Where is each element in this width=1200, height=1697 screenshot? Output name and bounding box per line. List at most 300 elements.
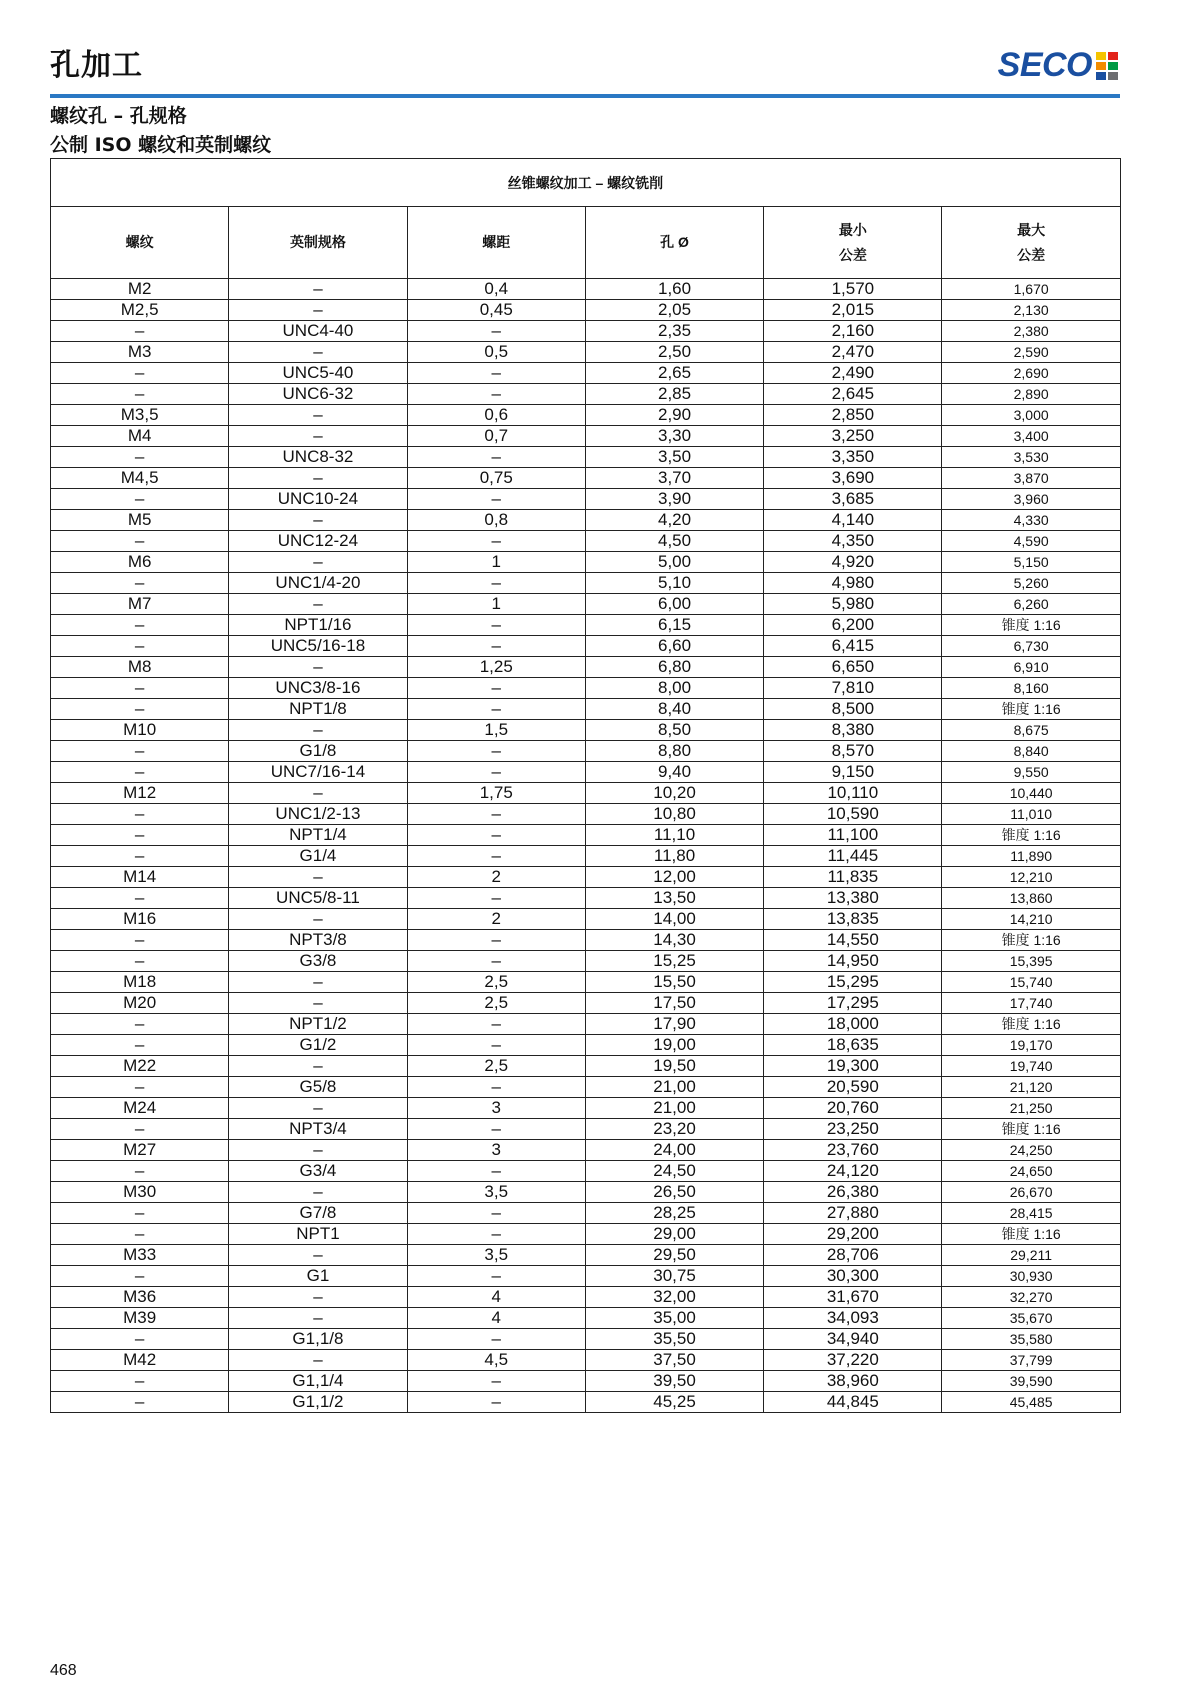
- cell-min-tolerance: 38,960: [764, 1371, 942, 1392]
- cell-imperial-spec: G3/8: [229, 951, 407, 972]
- cell-hole-diameter: 23,20: [585, 1119, 763, 1140]
- cell-min-tolerance: 37,220: [764, 1350, 942, 1371]
- table-row: [51, 405, 1121, 426]
- cell-imperial-spec: NPT3/8: [229, 930, 407, 951]
- cell-thread: –: [51, 1119, 229, 1140]
- cell-imperial-spec: G1: [229, 1266, 407, 1287]
- cell-pitch: –: [407, 930, 585, 951]
- cell-imperial-spec: UNC5/16-18: [229, 636, 407, 657]
- cell-max-tolerance: 6,730: [942, 636, 1120, 657]
- cell-pitch: 0,5: [407, 342, 585, 363]
- cell-thread: –: [51, 384, 229, 405]
- cell-thread: –: [51, 846, 229, 867]
- table-row: [51, 909, 1121, 930]
- cell-imperial-spec: NPT1/4: [229, 825, 407, 846]
- table-row: [51, 741, 1121, 762]
- column-header-pitch: 螺距: [407, 207, 585, 279]
- cell-hole-diameter: 37,50: [585, 1350, 763, 1371]
- cell-imperial-spec: UNC1/2-13: [229, 804, 407, 825]
- cell-thread: –: [51, 573, 229, 594]
- cell-thread: M22: [51, 1056, 229, 1077]
- cell-thread: M5: [51, 510, 229, 531]
- cell-min-tolerance: 30,300: [764, 1266, 942, 1287]
- cell-imperial-spec: G7/8: [229, 1203, 407, 1224]
- cell-thread: –: [51, 1329, 229, 1350]
- table-row: [51, 300, 1121, 321]
- cell-hole-diameter: 4,50: [585, 531, 763, 552]
- cell-pitch: –: [407, 1371, 585, 1392]
- cell-max-tolerance: 4,590: [942, 531, 1120, 552]
- cell-pitch: –: [407, 1329, 585, 1350]
- table-row: [51, 1350, 1121, 1371]
- table-header-row: [51, 207, 1121, 279]
- cell-thread: M3: [51, 342, 229, 363]
- cell-hole-diameter: 28,25: [585, 1203, 763, 1224]
- table-row: [51, 468, 1121, 489]
- table-row: [51, 636, 1121, 657]
- cell-max-tolerance: 17,740: [942, 993, 1120, 1014]
- table-row: [51, 531, 1121, 552]
- cell-max-tolerance: 11,010: [942, 804, 1120, 825]
- cell-max-tolerance: 2,890: [942, 384, 1120, 405]
- cell-min-tolerance: 29,200: [764, 1224, 942, 1245]
- table-row: [51, 804, 1121, 825]
- cell-pitch: 0,7: [407, 426, 585, 447]
- cell-imperial-spec: –: [229, 300, 407, 321]
- cell-pitch: –: [407, 1392, 585, 1413]
- cell-hole-diameter: 2,85: [585, 384, 763, 405]
- cell-imperial-spec: G1/2: [229, 1035, 407, 1056]
- cell-min-tolerance: 3,250: [764, 426, 942, 447]
- table-row: [51, 342, 1121, 363]
- cell-imperial-spec: –: [229, 1056, 407, 1077]
- cell-hole-diameter: 19,50: [585, 1056, 763, 1077]
- cell-thread: M30: [51, 1182, 229, 1203]
- cell-imperial-spec: –: [229, 972, 407, 993]
- cell-thread: M16: [51, 909, 229, 930]
- cell-pitch: 4: [407, 1287, 585, 1308]
- cell-hole-diameter: 10,80: [585, 804, 763, 825]
- brand-logo: [998, 46, 1118, 85]
- cell-max-tolerance: 37,799: [942, 1350, 1120, 1371]
- cell-pitch: –: [407, 531, 585, 552]
- cell-pitch: 3,5: [407, 1245, 585, 1266]
- cell-imperial-spec: –: [229, 783, 407, 804]
- table-row: [51, 678, 1121, 699]
- cell-hole-diameter: 14,30: [585, 930, 763, 951]
- cell-max-tolerance: 6,260: [942, 594, 1120, 615]
- cell-hole-diameter: 45,25: [585, 1392, 763, 1413]
- cell-pitch: –: [407, 762, 585, 783]
- cell-max-tolerance: 2,590: [942, 342, 1120, 363]
- cell-min-tolerance: 8,570: [764, 741, 942, 762]
- cell-hole-diameter: 24,50: [585, 1161, 763, 1182]
- table-row: [51, 783, 1121, 804]
- cell-hole-diameter: 24,00: [585, 1140, 763, 1161]
- cell-hole-diameter: 8,80: [585, 741, 763, 762]
- table-row: [51, 972, 1121, 993]
- table-row: [51, 1329, 1121, 1350]
- cell-max-tolerance: 28,415: [942, 1203, 1120, 1224]
- table-row: [51, 1266, 1121, 1287]
- cell-max-tolerance: 13,860: [942, 888, 1120, 909]
- cell-thread: –: [51, 678, 229, 699]
- cell-max-tolerance: 锥度 1:16: [942, 1119, 1120, 1140]
- table-row: [51, 657, 1121, 678]
- seco-logo-squares-icon: [1096, 52, 1118, 80]
- cell-pitch: 3: [407, 1098, 585, 1119]
- cell-pitch: –: [407, 1077, 585, 1098]
- cell-hole-diameter: 19,00: [585, 1035, 763, 1056]
- cell-imperial-spec: –: [229, 426, 407, 447]
- cell-min-tolerance: 14,950: [764, 951, 942, 972]
- cell-min-tolerance: 44,845: [764, 1392, 942, 1413]
- table-row: [51, 510, 1121, 531]
- cell-hole-diameter: 29,00: [585, 1224, 763, 1245]
- table-row: [51, 1161, 1121, 1182]
- cell-thread: –: [51, 636, 229, 657]
- table-row: [51, 951, 1121, 972]
- cell-pitch: 4: [407, 1308, 585, 1329]
- cell-pitch: –: [407, 489, 585, 510]
- cell-hole-diameter: 2,50: [585, 342, 763, 363]
- cell-max-tolerance: 锥度 1:16: [942, 699, 1120, 720]
- table-row: [51, 363, 1121, 384]
- cell-hole-diameter: 8,00: [585, 678, 763, 699]
- cell-min-tolerance: 23,760: [764, 1140, 942, 1161]
- cell-max-tolerance: 2,380: [942, 321, 1120, 342]
- cell-pitch: 2,5: [407, 1056, 585, 1077]
- cell-pitch: 1,75: [407, 783, 585, 804]
- cell-max-tolerance: 45,485: [942, 1392, 1120, 1413]
- cell-hole-diameter: 8,50: [585, 720, 763, 741]
- cell-pitch: 3: [407, 1140, 585, 1161]
- cell-imperial-spec: UNC5/8-11: [229, 888, 407, 909]
- cell-imperial-spec: –: [229, 1350, 407, 1371]
- cell-pitch: 0,75: [407, 468, 585, 489]
- cell-pitch: 0,6: [407, 405, 585, 426]
- cell-min-tolerance: 19,300: [764, 1056, 942, 1077]
- cell-min-tolerance: 2,160: [764, 321, 942, 342]
- cell-pitch: 2: [407, 867, 585, 888]
- cell-min-tolerance: 4,350: [764, 531, 942, 552]
- cell-max-tolerance: 11,890: [942, 846, 1120, 867]
- cell-pitch: –: [407, 888, 585, 909]
- cell-pitch: –: [407, 1224, 585, 1245]
- cell-max-tolerance: 锥度 1:16: [942, 825, 1120, 846]
- cell-imperial-spec: UNC8-32: [229, 447, 407, 468]
- cell-min-tolerance: 13,835: [764, 909, 942, 930]
- cell-imperial-spec: UNC12-24: [229, 531, 407, 552]
- table-row: [51, 594, 1121, 615]
- cell-min-tolerance: 20,590: [764, 1077, 942, 1098]
- cell-thread: –: [51, 1203, 229, 1224]
- cell-thread: –: [51, 1014, 229, 1035]
- cell-pitch: –: [407, 825, 585, 846]
- cell-imperial-spec: UNC6-32: [229, 384, 407, 405]
- cell-thread: M2,5: [51, 300, 229, 321]
- cell-pitch: –: [407, 321, 585, 342]
- cell-min-tolerance: 6,650: [764, 657, 942, 678]
- cell-max-tolerance: 1,670: [942, 279, 1120, 300]
- cell-max-tolerance: 5,150: [942, 552, 1120, 573]
- cell-max-tolerance: 9,550: [942, 762, 1120, 783]
- cell-imperial-spec: –: [229, 909, 407, 930]
- cell-thread: M20: [51, 993, 229, 1014]
- table-body: [51, 279, 1121, 1413]
- cell-thread: –: [51, 741, 229, 762]
- cell-thread: M8: [51, 657, 229, 678]
- table-row: [51, 1119, 1121, 1140]
- cell-min-tolerance: 11,835: [764, 867, 942, 888]
- cell-thread: –: [51, 804, 229, 825]
- cell-imperial-spec: UNC7/16-14: [229, 762, 407, 783]
- cell-max-tolerance: 26,670: [942, 1182, 1120, 1203]
- cell-thread: –: [51, 699, 229, 720]
- table-row: [51, 615, 1121, 636]
- cell-thread: –: [51, 1392, 229, 1413]
- cell-hole-diameter: 35,00: [585, 1308, 763, 1329]
- cell-min-tolerance: 2,490: [764, 363, 942, 384]
- cell-imperial-spec: –: [229, 657, 407, 678]
- cell-max-tolerance: 6,910: [942, 657, 1120, 678]
- cell-imperial-spec: UNC5-40: [229, 363, 407, 384]
- column-header-hole-diameter: 孔 Ø: [585, 207, 763, 279]
- cell-hole-diameter: 30,75: [585, 1266, 763, 1287]
- cell-hole-diameter: 9,40: [585, 762, 763, 783]
- cell-hole-diameter: 6,15: [585, 615, 763, 636]
- cell-max-tolerance: 19,170: [942, 1035, 1120, 1056]
- cell-imperial-spec: –: [229, 342, 407, 363]
- cell-pitch: –: [407, 1203, 585, 1224]
- cell-max-tolerance: 3,870: [942, 468, 1120, 489]
- cell-max-tolerance: 14,210: [942, 909, 1120, 930]
- cell-imperial-spec: –: [229, 405, 407, 426]
- cell-min-tolerance: 11,445: [764, 846, 942, 867]
- cell-hole-diameter: 21,00: [585, 1077, 763, 1098]
- table-row: [51, 1182, 1121, 1203]
- cell-thread: –: [51, 825, 229, 846]
- cell-max-tolerance: 2,130: [942, 300, 1120, 321]
- cell-thread: M14: [51, 867, 229, 888]
- cell-max-tolerance: 3,000: [942, 405, 1120, 426]
- cell-thread: –: [51, 1035, 229, 1056]
- table-row: [51, 552, 1121, 573]
- cell-imperial-spec: –: [229, 1287, 407, 1308]
- table-row: [51, 1014, 1121, 1035]
- cell-hole-diameter: 5,00: [585, 552, 763, 573]
- cell-thread: M24: [51, 1098, 229, 1119]
- column-header-max-tolerance: 最大 公差: [942, 207, 1120, 279]
- table-row: [51, 1203, 1121, 1224]
- cell-min-tolerance: 31,670: [764, 1287, 942, 1308]
- cell-max-tolerance: 21,120: [942, 1077, 1120, 1098]
- cell-imperial-spec: UNC4-40: [229, 321, 407, 342]
- cell-hole-diameter: 39,50: [585, 1371, 763, 1392]
- cell-thread: M42: [51, 1350, 229, 1371]
- cell-pitch: 3,5: [407, 1182, 585, 1203]
- cell-max-tolerance: 锥度 1:16: [942, 1014, 1120, 1035]
- cell-min-tolerance: 2,850: [764, 405, 942, 426]
- cell-imperial-spec: G1,1/2: [229, 1392, 407, 1413]
- cell-hole-diameter: 15,25: [585, 951, 763, 972]
- cell-min-tolerance: 10,590: [764, 804, 942, 825]
- cell-max-tolerance: 15,740: [942, 972, 1120, 993]
- cell-min-tolerance: 4,140: [764, 510, 942, 531]
- cell-max-tolerance: 4,330: [942, 510, 1120, 531]
- cell-thread: M12: [51, 783, 229, 804]
- cell-thread: M7: [51, 594, 229, 615]
- cell-min-tolerance: 2,645: [764, 384, 942, 405]
- table-row: [51, 1077, 1121, 1098]
- cell-min-tolerance: 17,295: [764, 993, 942, 1014]
- cell-max-tolerance: 35,670: [942, 1308, 1120, 1329]
- cell-thread: –: [51, 888, 229, 909]
- cell-pitch: –: [407, 951, 585, 972]
- table-row: [51, 1056, 1121, 1077]
- cell-pitch: –: [407, 447, 585, 468]
- cell-hole-diameter: 29,50: [585, 1245, 763, 1266]
- cell-min-tolerance: 34,940: [764, 1329, 942, 1350]
- cell-hole-diameter: 17,50: [585, 993, 763, 1014]
- table-row: [51, 888, 1121, 909]
- cell-hole-diameter: 6,60: [585, 636, 763, 657]
- cell-thread: M36: [51, 1287, 229, 1308]
- table-row: [51, 1098, 1121, 1119]
- table-row: [51, 1245, 1121, 1266]
- table-row: [51, 1371, 1121, 1392]
- cell-imperial-spec: G1/8: [229, 741, 407, 762]
- cell-min-tolerance: 15,295: [764, 972, 942, 993]
- cell-pitch: –: [407, 363, 585, 384]
- cell-min-tolerance: 18,635: [764, 1035, 942, 1056]
- cell-max-tolerance: 8,675: [942, 720, 1120, 741]
- table-row: [51, 384, 1121, 405]
- cell-imperial-spec: UNC3/8-16: [229, 678, 407, 699]
- cell-hole-diameter: 2,35: [585, 321, 763, 342]
- cell-thread: –: [51, 321, 229, 342]
- table-row: [51, 846, 1121, 867]
- cell-imperial-spec: UNC10-24: [229, 489, 407, 510]
- cell-pitch: –: [407, 1014, 585, 1035]
- cell-pitch: 2,5: [407, 993, 585, 1014]
- cell-min-tolerance: 20,760: [764, 1098, 942, 1119]
- cell-hole-diameter: 13,50: [585, 888, 763, 909]
- page-number: 468: [50, 1662, 77, 1679]
- cell-thread: M39: [51, 1308, 229, 1329]
- cell-min-tolerance: 2,470: [764, 342, 942, 363]
- cell-thread: –: [51, 1266, 229, 1287]
- cell-pitch: 2,5: [407, 972, 585, 993]
- thread-hole-table: [50, 158, 1121, 1413]
- cell-min-tolerance: 23,250: [764, 1119, 942, 1140]
- table-row: [51, 720, 1121, 741]
- cell-min-tolerance: 11,100: [764, 825, 942, 846]
- table-row: [51, 489, 1121, 510]
- cell-hole-diameter: 1,60: [585, 279, 763, 300]
- cell-min-tolerance: 2,015: [764, 300, 942, 321]
- table-row: [51, 426, 1121, 447]
- cell-thread: M18: [51, 972, 229, 993]
- cell-thread: –: [51, 615, 229, 636]
- cell-hole-diameter: 5,10: [585, 573, 763, 594]
- cell-max-tolerance: 29,211: [942, 1245, 1120, 1266]
- table-row: [51, 573, 1121, 594]
- cell-imperial-spec: –: [229, 1308, 407, 1329]
- cell-imperial-spec: G5/8: [229, 1077, 407, 1098]
- cell-imperial-spec: –: [229, 279, 407, 300]
- cell-max-tolerance: 21,250: [942, 1098, 1120, 1119]
- table-row: [51, 1308, 1121, 1329]
- cell-pitch: 1: [407, 594, 585, 615]
- cell-hole-diameter: 6,80: [585, 657, 763, 678]
- cell-min-tolerance: 3,690: [764, 468, 942, 489]
- cell-pitch: –: [407, 1266, 585, 1287]
- cell-thread: M4,5: [51, 468, 229, 489]
- cell-max-tolerance: 32,270: [942, 1287, 1120, 1308]
- cell-thread: –: [51, 489, 229, 510]
- cell-hole-diameter: 2,05: [585, 300, 763, 321]
- cell-thread: –: [51, 1077, 229, 1098]
- table-row: [51, 1224, 1121, 1245]
- cell-thread: M10: [51, 720, 229, 741]
- table-row: [51, 930, 1121, 951]
- cell-thread: –: [51, 762, 229, 783]
- table-row: [51, 1392, 1121, 1413]
- cell-min-tolerance: 34,093: [764, 1308, 942, 1329]
- cell-thread: M2: [51, 279, 229, 300]
- cell-imperial-spec: NPT1: [229, 1224, 407, 1245]
- header-divider: [50, 94, 1120, 98]
- cell-thread: –: [51, 531, 229, 552]
- column-header-imperial-spec: 英制规格: [229, 207, 407, 279]
- cell-pitch: –: [407, 678, 585, 699]
- cell-hole-diameter: 15,50: [585, 972, 763, 993]
- cell-min-tolerance: 4,920: [764, 552, 942, 573]
- cell-min-tolerance: 18,000: [764, 1014, 942, 1035]
- table-row: [51, 699, 1121, 720]
- cell-min-tolerance: 9,150: [764, 762, 942, 783]
- cell-imperial-spec: –: [229, 1182, 407, 1203]
- cell-imperial-spec: –: [229, 1245, 407, 1266]
- cell-hole-diameter: 12,00: [585, 867, 763, 888]
- cell-max-tolerance: 24,650: [942, 1161, 1120, 1182]
- cell-imperial-spec: G1,1/4: [229, 1371, 407, 1392]
- cell-imperial-spec: NPT1/8: [229, 699, 407, 720]
- cell-max-tolerance: 15,395: [942, 951, 1120, 972]
- cell-max-tolerance: 12,210: [942, 867, 1120, 888]
- cell-min-tolerance: 6,415: [764, 636, 942, 657]
- cell-pitch: 1: [407, 552, 585, 573]
- cell-imperial-spec: –: [229, 468, 407, 489]
- cell-imperial-spec: G1,1/8: [229, 1329, 407, 1350]
- cell-hole-diameter: 10,20: [585, 783, 763, 804]
- cell-max-tolerance: 8,160: [942, 678, 1120, 699]
- cell-max-tolerance: 35,580: [942, 1329, 1120, 1350]
- cell-imperial-spec: G3/4: [229, 1161, 407, 1182]
- cell-max-tolerance: 8,840: [942, 741, 1120, 762]
- cell-min-tolerance: 13,380: [764, 888, 942, 909]
- brand-name: SECO: [997, 46, 1092, 84]
- cell-min-tolerance: 10,110: [764, 783, 942, 804]
- table-row: [51, 321, 1121, 342]
- cell-hole-diameter: 3,30: [585, 426, 763, 447]
- cell-max-tolerance: 锥度 1:16: [942, 615, 1120, 636]
- cell-pitch: –: [407, 384, 585, 405]
- cell-min-tolerance: 1,570: [764, 279, 942, 300]
- cell-imperial-spec: –: [229, 1140, 407, 1161]
- cell-imperial-spec: –: [229, 1098, 407, 1119]
